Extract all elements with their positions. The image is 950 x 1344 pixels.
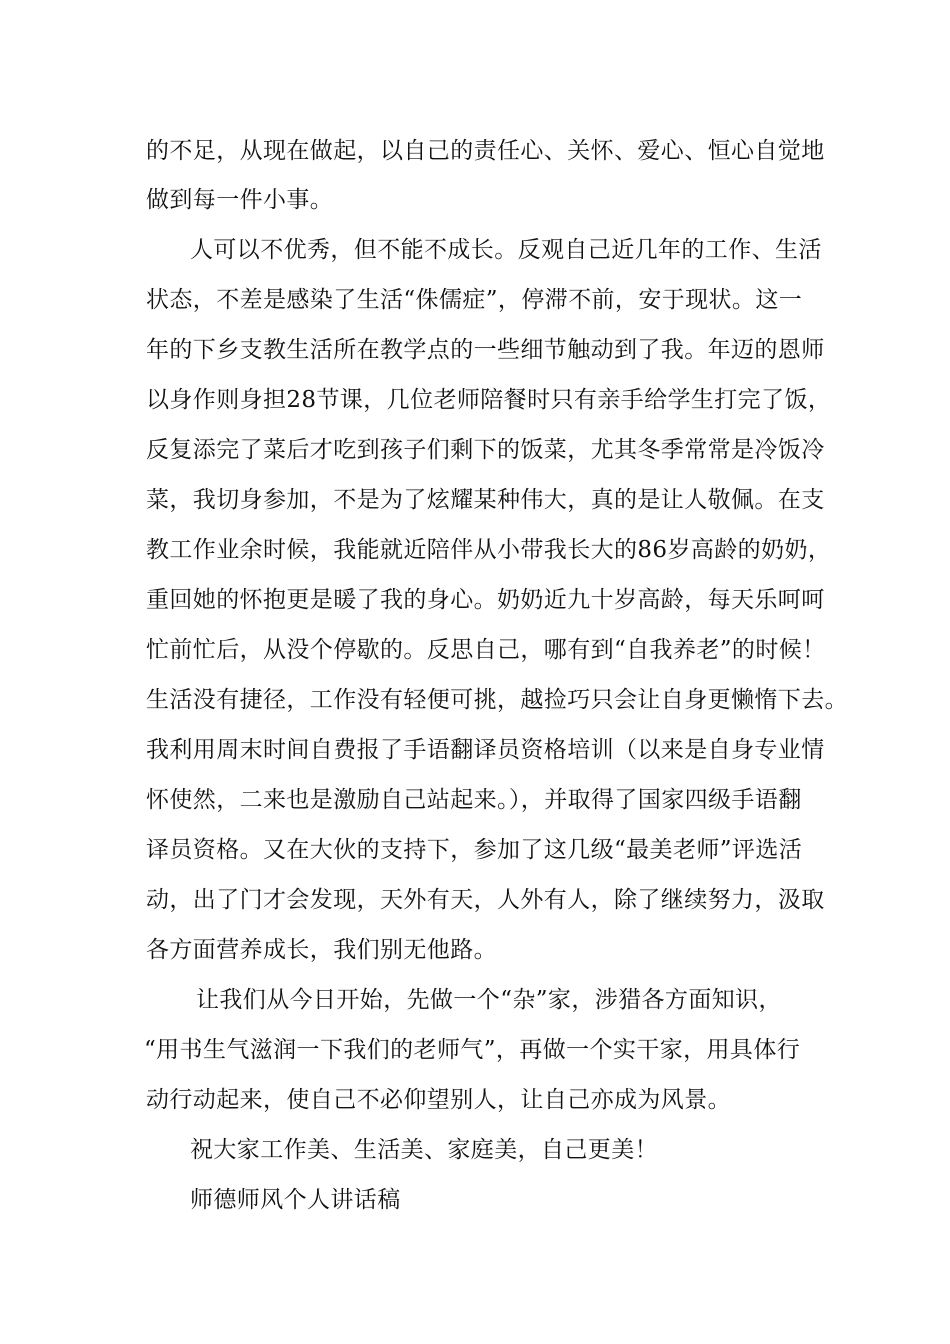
text-line: 动行动起来，使自己不必仰望别人，让自己亦成为风景。 [146,1087,731,1113]
text-line: 动，出了门才会发现，天外有天，人外有人，除了继续努力，汲取 [146,887,825,913]
text-line: 年的下乡支教生活所在教学点的一些细节触动到了我。年迈的恩师 [146,337,825,363]
text-line: 忙前忙后，从没个停歇的。反思自己，哪有到“自我养老”的时候！ [146,637,826,663]
text-line: “用书生气滋润一下我们的老师气”，再做一个实干家，用具体行 [144,1037,801,1063]
text-line: 各方面营养成长，我们别无他路。 [146,937,497,963]
paragraph-start-line: 让我们从今日开始，先做一个“杂”家，涉猎各方面知识， [196,987,782,1013]
text-line: 怀使然，二来也是激励自己站起来。），并取得了国家四级手语翻 [146,787,802,813]
text-line: 做到每一件小事。 [146,187,334,213]
text-line: 以身作则身担28节课，几位老师陪餐时只有亲手给学生打完了饭， [146,387,832,413]
text-line: 教工作业余时候，我能就近陪伴从小带我长大的86岁高龄的奶奶， [146,537,832,563]
text-line: 菜，我切身参加，不是为了炫耀某种伟大，真的是让人敬佩。在支 [146,487,825,513]
text-line: 状态，不差是感染了生活“侏儒症”，停滞不前，安于现状。这一 [146,287,803,313]
text-line: 重回她的怀抱更是暖了我的身心。奶奶近九十岁高龄，每天乐呵呵 [146,587,825,613]
text-line: 生活没有捷径，工作没有轻便可挑，越捡巧只会让自身更懒惰下去。 [146,687,848,713]
text-line: 我利用周末时间自费报了手语翻译员资格培训（以来是自身专业情 [146,737,825,763]
closing-line: 祝大家工作美、生活美、家庭美，自己更美！ [190,1137,658,1163]
text-line: 的不足，从现在做起，以自己的责任心、关怀、爱心、恒心自觉地 [146,138,825,164]
paragraph-start-line: 人可以不优秀，但不能不成长。反观自己近几年的工作、生活 [190,237,822,263]
document-title-line: 师德师风个人讲话稿 [190,1187,401,1213]
text-line: 反复添完了菜后才吃到孩子们剩下的饭菜，尤其冬季常常是冷饭冷 [146,437,825,463]
text-line: 译员资格。又在大伙的支持下，参加了这几级“最美老师”评选活 [146,837,803,863]
